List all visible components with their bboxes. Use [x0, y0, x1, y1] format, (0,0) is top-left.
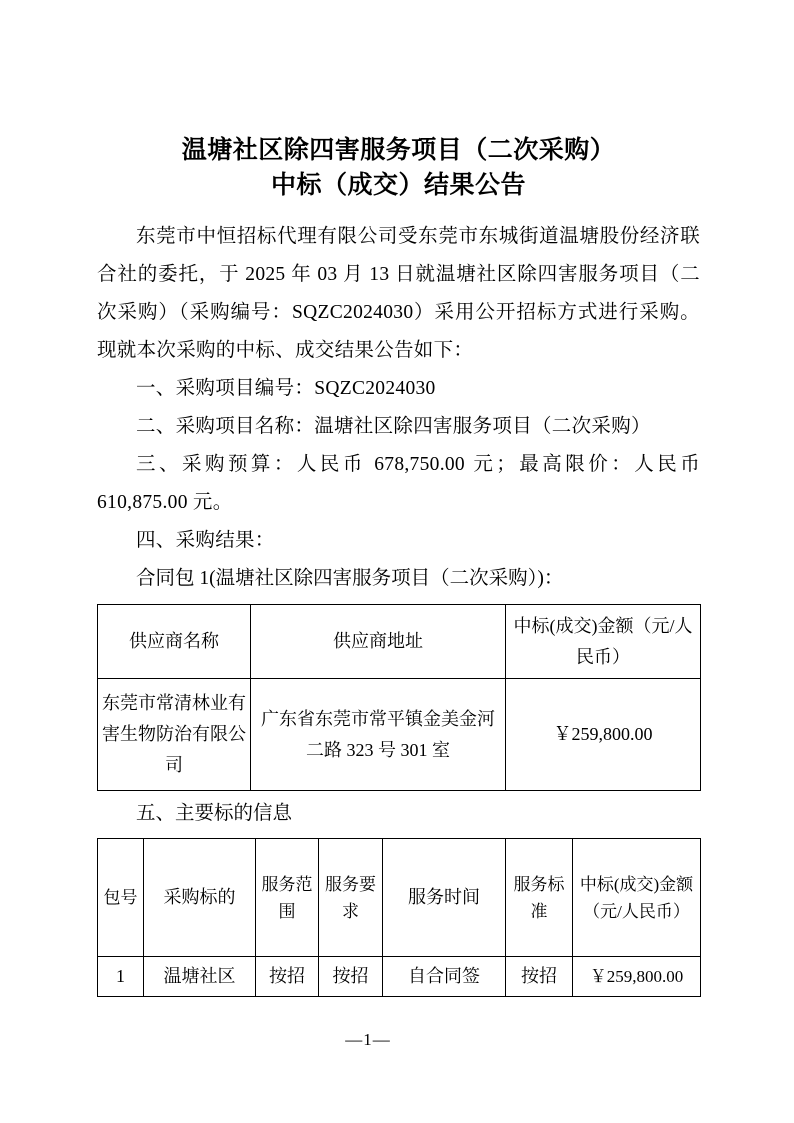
- cell-service-duration: 自合同签: [383, 957, 506, 997]
- page-title-line-1: 温塘社区除四害服务项目（二次采购）: [181, 135, 616, 164]
- section-item-3: 三、采购预算：人民币 678,750.00 元；最高限价：人民币 610,875.00 元。: [97, 454, 700, 513]
- column-header-service-requirement: 服务要求: [319, 839, 383, 957]
- cell-package-number: 1: [98, 957, 144, 997]
- section-item-2: 二、采购项目名称：温塘社区除四害服务项目（二次采购）: [136, 416, 651, 437]
- column-header-package-number: 包号: [98, 839, 144, 957]
- column-header-award-amount: 中标(成交)金额（元/人民币）: [506, 605, 701, 679]
- page-title-line-2: 中标（成交）结果公告: [270, 170, 526, 199]
- column-header-award-amount: 中标(成交)金额（元/人民币）: [573, 839, 701, 957]
- table-row: [98, 957, 701, 997]
- cell-service-requirement: 按招: [319, 957, 383, 997]
- cell-service-scope: 按招: [256, 957, 319, 997]
- column-header-supplier-name: 供应商名称: [98, 605, 251, 679]
- cell-award-amount: ￥259,800.00: [573, 957, 701, 997]
- section-item-1: 一、采购项目编号：SQZC2024030: [136, 378, 436, 399]
- column-header-service-duration: 服务时间: [383, 839, 506, 957]
- cell-service-standard: 按招: [506, 957, 573, 997]
- column-header-service-scope: 服务范围: [256, 839, 319, 957]
- table-row: [98, 679, 701, 791]
- table-header-row: [98, 839, 701, 957]
- document-content: [97, 0, 700, 997]
- contract-package-label: 合同包 1(温塘社区除四害服务项目（二次采购）)：: [136, 568, 564, 589]
- section-item-4: 四、采购结果：: [136, 530, 275, 551]
- subject-information-table: [97, 838, 701, 997]
- cell-supplier-name: 东莞市常清林业有害生物防治有限公司: [98, 679, 251, 791]
- page-number: —1—: [345, 1030, 391, 1049]
- page-footer: [0, 1030, 794, 1050]
- cell-supplier-address: 广东省东莞市常平镇金美金河二路 323 号 301 室: [251, 679, 506, 791]
- column-header-supplier-address: 供应商地址: [251, 605, 506, 679]
- cell-procurement-subject: 温塘社区: [144, 957, 256, 997]
- column-header-procurement-subject: 采购标的: [144, 839, 256, 957]
- intro-paragraph: 东莞市中恒招标代理有限公司受东莞市东城街道温塘股份经济联合社的委托，于 2025 年 03 月 13 日就温塘社区除四害服务项目（二次采购）（采购编号：SQZC2024030）采用公开招标方式进行采购。现就本次采购的中标、成交结果公告如下：: [97, 226, 700, 361]
- cell-award-amount: ￥259,800.00: [506, 679, 701, 791]
- table-header-row: [98, 605, 701, 679]
- column-header-service-standard: 服务标准: [506, 839, 573, 957]
- page-title: [97, 132, 700, 202]
- section-item-5: 五、主要标的信息: [136, 803, 293, 824]
- supplier-result-table: [97, 604, 701, 791]
